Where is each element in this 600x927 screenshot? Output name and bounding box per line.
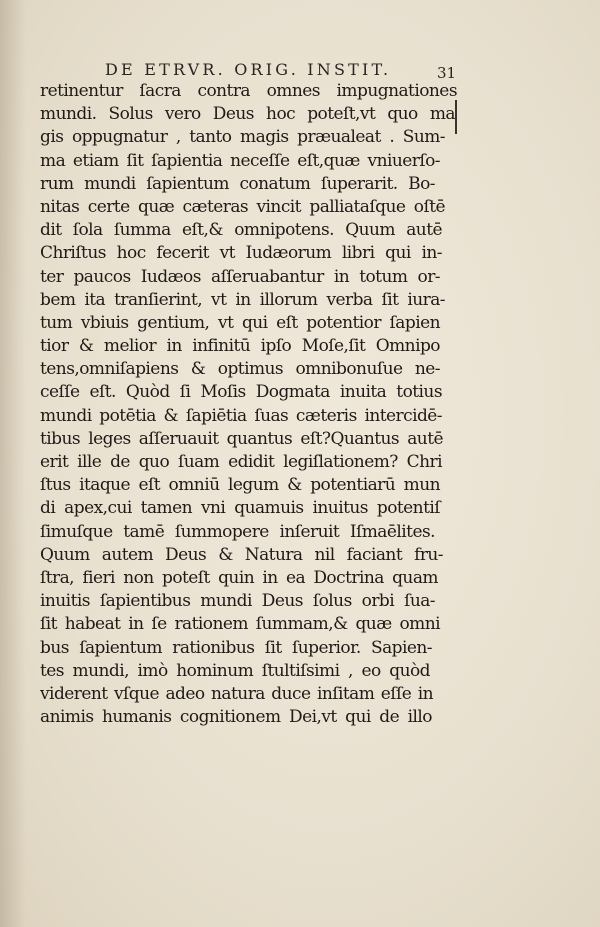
- text-line: ter paucos Iudæos aſſeruabantur in totum or-: [40, 266, 440, 287]
- gutter-shadow: [0, 0, 26, 927]
- text-line: Chriſtus hoc fecerit vt Iudæorum libri qui in-: [40, 243, 442, 264]
- text-line: retinentur ſacra contra omnes impugnationes: [40, 81, 457, 101]
- text-line: nitas certe quæ cæteras vincit palliataſque oſtē: [40, 196, 445, 217]
- text-line: gis oppugnatur , tanto magis præualeat . Sum-: [40, 127, 445, 148]
- text-line: ma etiam ſit ſapientia neceſſe eſt,quæ vniuerſo-: [40, 150, 440, 171]
- text-line: inuitis ſapientibus mundi Deus ſolus orbi ſua-: [40, 591, 435, 612]
- text-line: viderent vſque adeo natura duce inſitam eſſe in: [40, 683, 433, 704]
- text-line: ſit habeat in ſe rationem ſummam,& quæ omni: [40, 614, 440, 635]
- text-line: animis humanis cognitionem Dei,vt qui de illo: [40, 707, 432, 728]
- text-line: bem ita tranſierint, vt in illorum verba ſit iura-: [40, 289, 445, 310]
- text-line: tum vbiuis gentium, vt qui eſt potentior ſapien: [40, 312, 440, 333]
- text-line: rum mundi ſapientum conatum ſuperarit. Bo-: [40, 173, 435, 194]
- text-line: tibus leges aſſeruauit quantus eſt?Quantus autē: [40, 428, 443, 449]
- body-text: [40, 80, 460, 729]
- text-line: Quum autem Deus & Natura nil faciant fru-: [40, 544, 443, 565]
- text-line: ceſſe eſt. Quòd ſi Moſis Dogmata inuita totius: [40, 382, 442, 403]
- text-line: tes mundi, imò hominum ſtultiſsimi , eo quòd: [40, 660, 430, 681]
- text-line: tior & melior in infinitū ipſo Moſe,ſit Omnipo: [40, 336, 440, 357]
- page-number: 31: [437, 64, 457, 82]
- text-line: ſtus itaque eſt omniū legum & potentiarū mun: [40, 475, 440, 496]
- text-line: mundi potētia & ſapiētia ſuas cæteris intercidē-: [40, 405, 442, 426]
- text-line: ſtra, fieri non poteſt quin in ea Doctrina quam: [40, 567, 438, 588]
- text-line: di apex,cui tamen vni quamuis inuitus potentiſ: [40, 498, 440, 519]
- text-line: erit ille de quo ſuam edidit legiſlationem? Chri: [40, 452, 442, 472]
- text-line: tens,omniſapiens & optimus omnibonuſue ne-: [40, 359, 440, 380]
- running-head: DE ETRVR. ORIG. INSTIT.: [105, 60, 392, 79]
- text-line: bus ſapientum rationibus ſit ſuperior. Sapien-: [40, 637, 432, 658]
- text-line: dit ſola ſumma eſt,& omnipotens. Quum autē: [40, 220, 442, 241]
- text-line: ſimuſque tamē ſummopere inſeruit Iſmaēlites.: [40, 521, 435, 542]
- text-line: mundi. Solus vero Deus hoc poteſt,vt quo ma: [40, 104, 455, 125]
